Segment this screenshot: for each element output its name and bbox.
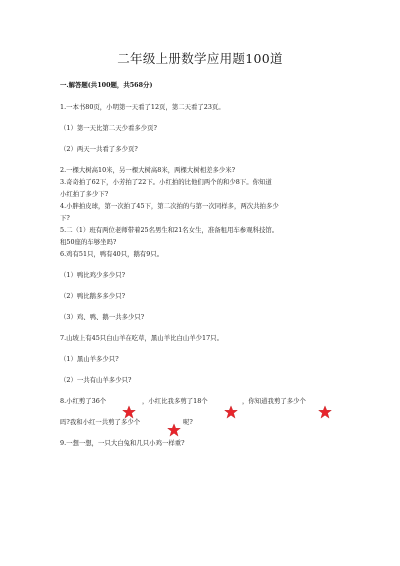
page-title: 二年级上册数学应用题100道: [117, 51, 283, 66]
question-5-cont: 租50座的车够坐吗?: [60, 238, 117, 246]
question-6: 6.鸡有51只，鸭有40只，鹅有9只。: [60, 250, 164, 258]
question-9: 9.一想一想，一只大白兔和几只小鸡一样重?: [60, 439, 185, 447]
question-1: 1.一本书80页，小明第一天看了12页，第二天看了23页。: [60, 103, 225, 111]
question-7: 7.山坡上有45只白山羊在吃草，黑山羊比白山羊少17只。: [60, 334, 223, 342]
question-1-part-1: （1）第一天比第二天少看多少页?: [60, 124, 157, 132]
question-4-cont: 下?: [60, 214, 70, 222]
star-icon: [224, 405, 238, 419]
question-4: 4.小胖拍皮球，第一次拍了45下，第二次拍的与第一次同样多，两次共拍多少: [60, 202, 279, 210]
question-8-part-c: ，你知道我剪了多少个: [242, 397, 306, 405]
question-6-part-2: （2）鸭比鹅多多少只?: [60, 292, 126, 300]
question-7-part-1: （1）黑山羊多少只?: [60, 355, 119, 363]
question-8-part-b: ，小红比我多剪了18个: [142, 397, 208, 405]
star-icon: [167, 423, 181, 437]
question-1-part-2: （2）两天一共看了多少页?: [60, 145, 138, 153]
question-8-part-e: 呢?: [183, 418, 193, 426]
question-2: 2.一棵大树高10米，另一棵大树高8米，两棵大树相差多少米?: [60, 166, 236, 174]
question-3: 3.奇奇拍了62下，小芳拍了22下。小红拍的比他们两个的和少8下。你知道: [60, 178, 272, 186]
question-6-part-3: （3）鸡、鸭、鹅一共多少只?: [60, 313, 145, 321]
question-3-cont: 小红拍了多少下?: [60, 190, 109, 198]
star-icon: [122, 405, 136, 419]
question-8-part-a: 8.小红剪了36个: [60, 397, 107, 405]
section-heading: 一.解答题(共100题，共568分): [60, 81, 153, 89]
question-8-part-d: 吗?我和小红一共剪了多少个: [60, 418, 141, 426]
question-5: 5.二（1）班有两位老师带着25名男生和21名女生，准备租用车参观科技馆。: [60, 226, 279, 234]
question-6-part-1: （1）鸭比鸡少多少只?: [60, 271, 126, 279]
question-7-part-2: （2）一共有山羊多少只?: [60, 376, 132, 384]
star-icon: [318, 405, 332, 419]
